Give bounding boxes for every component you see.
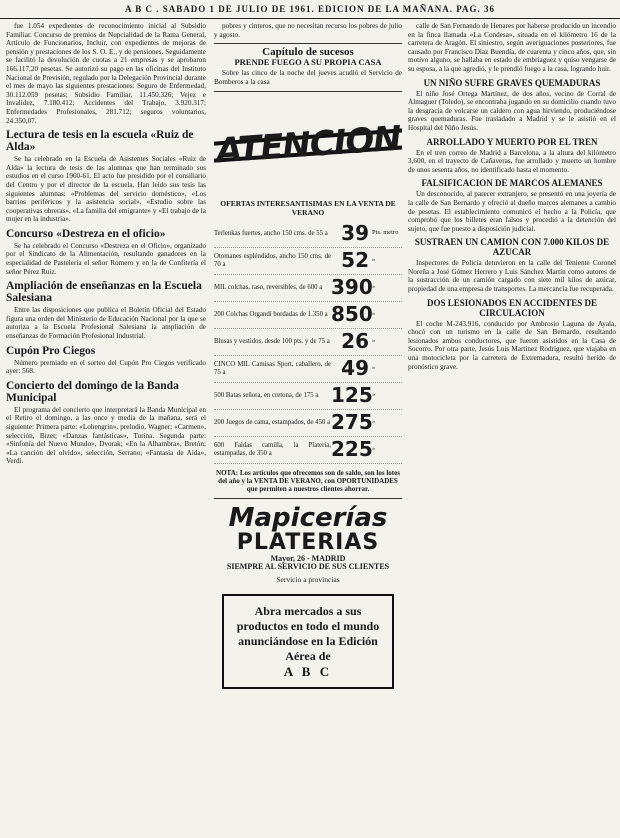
headline-accidentes: DOS LESIONADOS EN ACCIDENTES DE CIRCULACION bbox=[426, 297, 598, 318]
ad-item-price: 49 bbox=[341, 356, 369, 381]
ad-item-description: 200 Juegos de cama, estampados, de 450 a bbox=[214, 418, 331, 426]
column-left bbox=[6, 22, 206, 834]
article-salesiana: Entre las disposiciones que publica el Boletín Oficial del Estado figura una orden del Ministerio de Educación Nacional por la que se autoriza a la Escuela Profesional Salesiana la ampliación de enseñanzas de Formación Profesional Industrial. bbox=[6, 306, 206, 341]
ad-price-row bbox=[214, 437, 402, 464]
abc-ad-text: Abra mercados a sus productos en todo el mundo anunciándose en la Edición Aérea de bbox=[236, 604, 380, 664]
ad-price-row bbox=[214, 221, 402, 248]
divider bbox=[214, 498, 402, 499]
shop-address: Mayor, 26 - MADRID bbox=[270, 553, 346, 563]
headline-nino: UN NIÑO SUFRE GRAVES QUEMADURAS bbox=[423, 77, 601, 88]
ad-item-price: 26 bbox=[341, 329, 369, 354]
headline-concierto: Concierto del domingo de la Banda Municipal bbox=[6, 379, 179, 404]
section-title: Capítulo de sucesos bbox=[262, 46, 354, 59]
ad-item-unit: » bbox=[372, 337, 376, 345]
shop-motto: SIEMPRE AL SERVICIO DE SUS CLIENTES bbox=[226, 562, 390, 572]
headline-salesiana: Ampliación de enseñanzas en la Escuela Salesiana bbox=[6, 280, 202, 305]
article-cupon: Número premiado en el sorteo del Cupón Pro Ciegos verificado ayer: 568. bbox=[6, 358, 206, 376]
ad-price-row bbox=[214, 275, 402, 302]
divider bbox=[214, 91, 402, 92]
headline-cupon: Cupón Pro Ciegos bbox=[6, 344, 96, 357]
ad-item-unit: » bbox=[372, 283, 376, 291]
article-tesis: Se ha celebrado en la Escuela de Asistentes Sociales «Ruiz de Alda» la lectura de tesis de las alumnas que han terminado sus estudios en el curso 1960-61. El acto fue presidido por el consiliario del Centro y por el director de la escuela. Han leído sus tesis las siguientes alumnas: «Problemas del servicio doméstico», «Los barrios periféricos y la asistencia social», «Estudio sobre las cooperativas obreras», «La familia del emigrante» y «El trabajo de la mujer en la industria». bbox=[6, 155, 206, 224]
ad-item-price: 850 bbox=[331, 302, 373, 327]
ad-item-unit: » bbox=[372, 445, 376, 453]
ad-item-description: MIL colchas, raso, reversibles, de 600 a bbox=[214, 283, 323, 291]
headline-tesis: Lectura de tesis en la escuela «Ruiz de Alda» bbox=[6, 129, 194, 154]
ad-item-description: 500 Batas señora, en cretona, de 175 a bbox=[214, 391, 319, 399]
ad-item-description: 600 Faldas camilla, la Platería, estampadas, de 350 a bbox=[214, 442, 331, 457]
ad-atencion-banner bbox=[214, 98, 402, 193]
article-destreza: Se ha celebrado el Concurso «Destreza en el Oficio», organizado por el Sindicato de la Alimentación, resultando ganadores en la especialidad de Pastelería el señor Romero y en la de Confitería el señor Pérez Ruiz. bbox=[6, 241, 206, 276]
section-subtitle: PRENDE FUEGO A SU PROPIA CASA bbox=[234, 56, 382, 67]
headline-tren: ARROLLADO Y MUERTO POR EL TREN bbox=[426, 136, 598, 147]
ad-price-row bbox=[214, 302, 402, 329]
ad-nota: NOTA: Los artículos que ofrecemos son de saldo, son los lotes del año y la VENTA DE VERANO, con OPORTUNIDADES que permiten a nuestros clientes ahorrar. bbox=[216, 468, 400, 493]
ad-offers-title: OFERTAS INTERESANTISIMAS EN LA VENTA DE VERANO bbox=[220, 198, 396, 217]
ad-item-price: 39 bbox=[341, 221, 369, 246]
article-continuation: calle de San Fernando de Henares por haberse producido un incendio en la finca llamada «La Condesa», situada en el kilómetro 16 de la carretera de Aragón. El siniestro, según averiguaciones posteriores, fue causado por Francisco Díaz Buendía, de cuarenta y cinco años, que, sin motivo alguno, se hallaba en estado de embriaguez y quiso vengarse de su esposa, a la que agredió, y le prendió fuego a la casa, logrando huir. bbox=[408, 22, 616, 73]
ad-price-row bbox=[214, 410, 402, 437]
article-concierto: El programa del concierto que interpretará la Banda Municipal en el Retiro el domingo, a las once y media de la mañana, será el siguiente: Primera parte: «Lohengrin», preludio, Wagner; «Carmen», selección, Bizet; «Danzas fantásticas», Turina. Segunda parte: «Sinfonía del Nuevo Mundo», Dvorak; «En la Alhambra», Bretón; «La canción del olvido», selección, Serrano; «Fantasía de Aida», Verdi. bbox=[6, 405, 206, 466]
article-marcos: Un desconocido, al parecer extranjero, se presentó en una joyería de la calle de San Bernardo y ofreció al dueño marcos alemanes a cambio de pesetas. El establecimiento comunicó el hecho a la Policía, que comprobó que los billetes eran falsos y procedió a la detención del sujeto, que fue puesto a disposición judicial. bbox=[408, 190, 616, 233]
ad-item-unit: » bbox=[372, 391, 376, 399]
ad-item-price: 390 bbox=[331, 275, 373, 300]
headline-camion: SUSTRAEN UN CAMION CON 7.000 KILOS DE AZUCAR bbox=[414, 237, 610, 258]
ad-item-price: 125 bbox=[331, 383, 373, 408]
ad-item-unit: » bbox=[372, 364, 376, 372]
ad-item-description: Otomanes espléndidos, ancho 150 cms. de 70 a bbox=[214, 253, 331, 268]
ad-item-unit: » bbox=[372, 418, 376, 426]
ad-item-description: 200 Colchas Organdí bordadas de 1.350 a bbox=[214, 310, 328, 318]
article-continuation: pobres y cinteros, que no necesitan recurso los pobres de julio y agosto. bbox=[214, 22, 402, 39]
shop-footer: Servicio a provincias bbox=[276, 574, 340, 584]
shop-name-line2: PLATERIAS bbox=[236, 529, 380, 555]
ad-item-description: CINCO MIL Camisas Sport, caballero, de 75 a bbox=[214, 361, 331, 376]
ad-price-row bbox=[214, 329, 402, 356]
ad-price-row bbox=[214, 248, 402, 275]
headline-marcos: FALSIFICACION DE MARCOS ALEMANES bbox=[421, 178, 603, 189]
ad-price-list bbox=[214, 221, 402, 464]
column-right bbox=[408, 22, 616, 834]
column-middle bbox=[214, 22, 402, 834]
ad-item-unit: » bbox=[372, 256, 376, 264]
article-continuation: fue 1.054 expedientes de reconocimiento inicial al Subsidio Familiar. Concurso de premios de Nupcialidad de la Rama General, Artículo de Funcionarios, Incluir, con expedientes de mejoras de pensión y prestaciones de los S. O. E., y de pensiones. Seguidamente se facilitó la devolución de cuotas a 21 empresas y se aprobaron 166.117,20 pesetas. Se autorizó su pago en las oficinas del Instituto Nacional de Previsión, regulado por la Delegación Provincial durante el mes de mayo las siguientes prestaciones: Seguro de Enfermedad, 30.112.059 pesetas; Subsidio Familiar, 11.450.326; Vejez e Invalidez, 7.180.412; Accidentes del Trabajo, 3.920.317; Enfermedades Profesionales, 281.712; seguros voluntarios, 24.350,07. bbox=[6, 22, 206, 125]
ad-price-row bbox=[214, 383, 402, 410]
article-fuego: Sobre las cinco de la noche del jueves acudió el Servicio de Bomberos a la casa bbox=[214, 69, 402, 86]
shop-name-line1: Mapicerías bbox=[228, 502, 388, 533]
headline-destreza: Concurso «Destreza en el oficio» bbox=[6, 227, 166, 240]
ad-item-price: 52 bbox=[341, 248, 369, 273]
page-header: A B C . SABADO 1 DE JULIO DE 1961. EDICION DE LA MAÑANA. PAG. 36 bbox=[0, 0, 620, 19]
ad-item-description: Terlenkas fuertes, ancho 150 cms. de 55 a bbox=[214, 229, 328, 237]
divider bbox=[214, 43, 402, 44]
abc-air-edition-ad bbox=[222, 594, 394, 689]
article-tren: En el tren correo de Madrid a Barcelona, a la altura del kilómetro 3,600, en el trayecto de Cañaveras, fue arrollado y muerto un hombre de unos sesenta años, no identificado hasta el momento. bbox=[408, 148, 616, 174]
article-camion: Inspectores de Policía detuvieron en la calle del Teniente Coronel Noreña a José Gómez Herrero y Luis Sánchez Martín como autores de la sustracción de un camión cargado con siete mil kilos de azúcar, propiedad de una empresa de transportes. La mercancía fue recuperada. bbox=[408, 259, 616, 294]
ad-price-row bbox=[214, 356, 402, 383]
ad-item-unit: » bbox=[372, 310, 376, 318]
ad-item-unit: Pts. metro bbox=[372, 229, 399, 237]
ad-atencion-heading: ATENCION bbox=[214, 128, 402, 162]
abc-ad-brand: A B C bbox=[283, 664, 333, 680]
ad-item-price: 275 bbox=[331, 410, 373, 435]
article-accidentes: El coche M-243.916, conducido por Ambrosio Laguna de Ayala, chocó con un turismo en la calle de San Bernardo, resultando lesionados ambos conductores, que fueron asistidos en la Casa de Socorro. Por otra parte, Jesús Luis Martínez Rodríguez, que viajaba en una motocicleta por la carretera de Extremadura, resultó herido de pronóstico grave. bbox=[408, 319, 616, 371]
ad-item-price: 225 bbox=[331, 437, 373, 462]
ad-item-description: Blusas y vestidos, desde 100 pts. y de 75 a bbox=[214, 337, 330, 345]
article-nino: El niño José Ortega Martínez, de dos años, vecino de Corral de Almaguer (Toledo), se encontraba jugando en su domicilio cuando tuvo la desgracia de volcarse un caldero con agua hirviendo, produciéndose graves quemaduras. Fue trasladado a Madrid y se le asistió en el Hospital del Niño Jesús. bbox=[408, 89, 616, 132]
